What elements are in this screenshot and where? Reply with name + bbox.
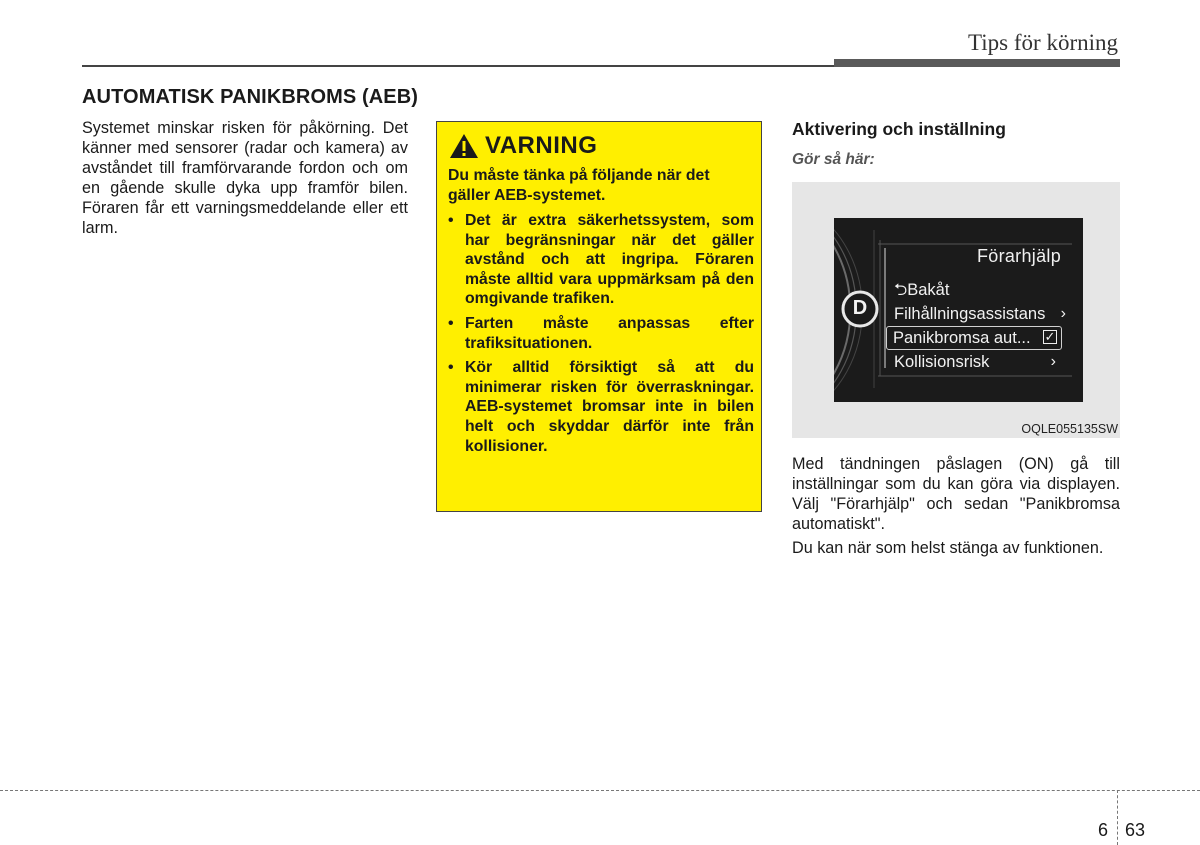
warning-box <box>436 121 762 512</box>
chevron-right-icon: › <box>1050 353 1056 370</box>
intro-paragraph: Systemet minskar risken för påkörning. Det känner med sensorer (radar och kamera) av avståndet till framförvarande fordon och om en gående skulle dyka upp framför bilen. Föraren får ett varningsmeddelande eller ett larm. <box>82 119 408 237</box>
figure-caption: OQLE055135SW <box>1021 422 1118 436</box>
running-header: Tips för körning <box>968 30 1118 55</box>
back-arrow-icon: ⮌ <box>894 281 908 299</box>
menu-item-back[interactable]: ⮌Bakåt <box>894 281 950 299</box>
gear-indicator: D <box>852 297 868 319</box>
footer-rule <box>0 790 1200 791</box>
activation-heading: Aktivering och inställning <box>792 119 1006 139</box>
cluster-display-figure <box>792 182 1120 438</box>
bullet-icon: • <box>448 212 454 229</box>
page-number: 63 <box>1125 820 1146 840</box>
menu-item-collision-risk[interactable]: Kollisionsrisk › <box>886 350 1062 374</box>
chapter-number: 6 <box>1098 820 1109 840</box>
how-to-label: Gör så här: <box>792 151 875 168</box>
warning-header <box>449 132 597 160</box>
warning-item: • Det är extra säkerhetssystem, som har begränsningar när det gäller avstånd och att ingripa. Föraren måste alltid vara uppmärksam på den omgivande trafiken. <box>448 212 754 308</box>
footer-divider <box>1117 790 1118 845</box>
bullet-icon: • <box>448 359 454 377</box>
header-rule <box>82 65 834 67</box>
menu-item-lane-keeping[interactable]: Filhållningsassistans › <box>886 302 1062 326</box>
warning-triangle-icon <box>449 133 479 159</box>
warning-item: • Kör alltid försiktigt så att du minimerar risken för överraskningar. AEB-systemet bromsar inte in bilen helt och skyddar därför inte från kollisioner. <box>448 359 754 455</box>
checkbox-checked-icon: ✓ <box>1044 329 1056 344</box>
warning-list <box>448 211 754 461</box>
activation-paragraph: Med tändningen påslagen (ON) gå till inställningar som du kan göra via displayen. Välj "Förarhjälp" och sedan "Panikbromsa automatiskt". <box>792 455 1120 533</box>
section-heading: AUTOMATISK PANIKBROMS (AEB) <box>82 86 419 108</box>
bullet-icon: • <box>448 314 454 332</box>
warning-title: VARNING <box>485 132 598 159</box>
menu-title: Förarhjälp <box>976 246 1062 266</box>
warning-intro: Du måste tänka på följande när det gäller AEB-systemet. <box>448 167 710 204</box>
deactivation-paragraph: Du kan när som helst stänga av funktionen. <box>792 539 1104 557</box>
header-bar <box>834 59 1120 67</box>
chevron-right-icon: › <box>1060 305 1066 322</box>
warning-item: • Farten måste anpassas efter trafiksituationen. <box>448 314 754 352</box>
menu-item-aeb[interactable]: Panikbromsa aut... ✓ <box>886 326 1062 350</box>
